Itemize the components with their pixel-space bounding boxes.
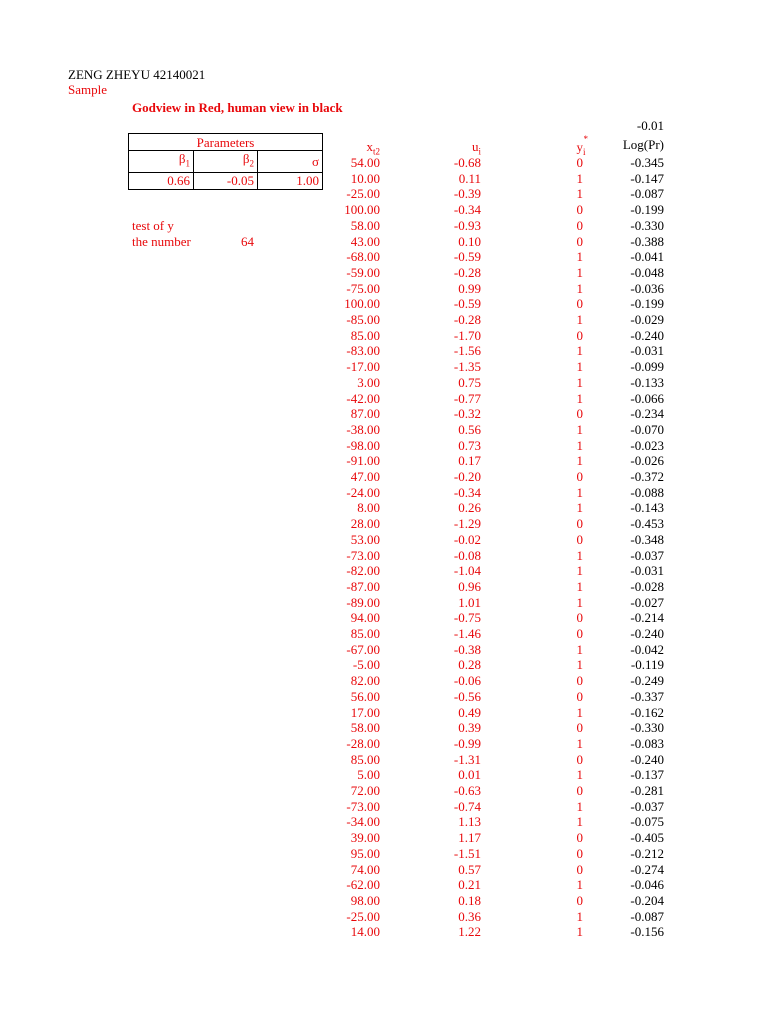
cell-logpr[interactable]: -0.042	[630, 642, 664, 657]
cell-u[interactable]: -0.06	[453, 673, 481, 688]
cell-y[interactable]: 1	[576, 249, 583, 264]
cell-logpr[interactable]: -0.240	[630, 752, 664, 767]
cell-y[interactable]: 0	[576, 720, 583, 735]
cell-y[interactable]: 1	[576, 265, 583, 280]
cell-logpr[interactable]: -0.147	[630, 171, 664, 186]
cell-x[interactable]: 8.00	[357, 500, 380, 515]
cell-x[interactable]: 74.00	[350, 862, 380, 877]
cell-u[interactable]: -0.34	[453, 202, 481, 217]
cell-logpr[interactable]: -0.023	[630, 438, 664, 453]
cell-logpr[interactable]: -0.388	[630, 234, 664, 249]
cell-u[interactable]: -1.35	[453, 359, 481, 374]
cell-y[interactable]: 1	[576, 391, 583, 406]
cell-x[interactable]: 56.00	[350, 689, 380, 704]
cell-u[interactable]: -1.70	[453, 328, 481, 343]
cell-y[interactable]: 0	[576, 218, 583, 233]
cell-y[interactable]: 1	[576, 422, 583, 437]
cell-y[interactable]: 1	[576, 595, 583, 610]
cell-u[interactable]: 1.01	[458, 595, 481, 610]
cell-y[interactable]: 0	[576, 830, 583, 845]
cell-logpr[interactable]: -0.204	[630, 893, 664, 908]
cell-u[interactable]: 0.99	[458, 281, 481, 296]
cell-logpr[interactable]: -0.348	[630, 532, 664, 547]
sheet-label: Sample	[68, 82, 107, 97]
cell-y[interactable]: 0	[576, 202, 583, 217]
cell-x[interactable]: 17.00	[350, 705, 380, 720]
cell-y[interactable]: 0	[576, 689, 583, 704]
cell-x[interactable]: 28.00	[350, 516, 380, 531]
header-y: $y_i^*$	[576, 134, 588, 157]
cell-logpr[interactable]: -0.274	[630, 862, 664, 877]
header-x: $x_{t2}$	[366, 139, 380, 157]
cell-y[interactable]: 1	[576, 312, 583, 327]
cell-x[interactable]: 85.00	[350, 752, 380, 767]
cell-u[interactable]: -1.46	[453, 626, 481, 641]
cell-logpr[interactable]: -0.036	[630, 281, 664, 296]
cell-logpr[interactable]: -0.240	[630, 328, 664, 343]
cell-u[interactable]: 0.18	[458, 893, 481, 908]
cell-y[interactable]: 0	[576, 610, 583, 625]
cell-y[interactable]: 0	[576, 469, 583, 484]
cell-y[interactable]: 0	[576, 752, 583, 767]
cell-x[interactable]: 43.00	[350, 234, 380, 249]
cell-u[interactable]: -0.28	[453, 265, 481, 280]
cell-y[interactable]: 1	[576, 924, 583, 939]
cell-x[interactable]: 85.00	[350, 626, 380, 641]
cell-y[interactable]: 0	[576, 406, 583, 421]
cell-u[interactable]: -0.34	[453, 485, 481, 500]
cell-y[interactable]: 1	[576, 799, 583, 814]
cell-u[interactable]: 0.73	[458, 438, 481, 453]
cell-y[interactable]: 0	[576, 783, 583, 798]
cell-y[interactable]: 1	[576, 642, 583, 657]
cell-logpr[interactable]: -0.156	[630, 924, 664, 939]
cell-x[interactable]: -62.00	[346, 877, 380, 892]
cell-y[interactable]: 1	[576, 186, 583, 201]
cell-y[interactable]: 1	[576, 548, 583, 563]
cell-u[interactable]: 0.26	[458, 500, 481, 515]
cell-y[interactable]: 0	[576, 234, 583, 249]
cell-u[interactable]: -0.20	[453, 469, 481, 484]
cell-y[interactable]: 0	[576, 155, 583, 170]
cell-x[interactable]: -73.00	[346, 548, 380, 563]
cell-u[interactable]: -0.59	[453, 249, 481, 264]
sigma-symbol: σ	[258, 151, 323, 173]
cell-y[interactable]: 1	[576, 453, 583, 468]
cell-y[interactable]: 1	[576, 500, 583, 515]
cell-y[interactable]: 1	[576, 877, 583, 892]
cell-x[interactable]: 58.00	[350, 720, 380, 735]
cell-u[interactable]: -1.56	[453, 343, 481, 358]
cell-logpr[interactable]: -0.099	[630, 359, 664, 374]
cell-u[interactable]: -0.74	[453, 799, 481, 814]
cell-y[interactable]: 1	[576, 359, 583, 374]
cell-y[interactable]: 1	[576, 579, 583, 594]
cell-logpr[interactable]: -0.083	[630, 736, 664, 751]
cell-u[interactable]: -0.75	[453, 610, 481, 625]
cell-logpr[interactable]: -0.214	[630, 610, 664, 625]
cell-y[interactable]: 0	[576, 626, 583, 641]
cell-logpr[interactable]: -0.088	[630, 485, 664, 500]
cell-logpr[interactable]: -0.133	[630, 375, 664, 390]
test-label: test of y	[132, 218, 174, 233]
cell-logpr[interactable]: -0.137	[630, 767, 664, 782]
cell-y[interactable]: 1	[576, 171, 583, 186]
cell-u[interactable]: 0.96	[458, 579, 481, 594]
cell-u[interactable]: -1.31	[453, 752, 481, 767]
cell-x[interactable]: 5.00	[357, 767, 380, 782]
cell-x[interactable]: -89.00	[346, 595, 380, 610]
cell-logpr[interactable]: -0.143	[630, 500, 664, 515]
cell-u[interactable]: -0.38	[453, 642, 481, 657]
cell-x[interactable]: 53.00	[350, 532, 380, 547]
cell-logpr[interactable]: -0.028	[630, 579, 664, 594]
cell-x[interactable]: -24.00	[346, 485, 380, 500]
cell-logpr[interactable]: -0.240	[630, 626, 664, 641]
beta2-symbol: $\beta_2$	[194, 151, 258, 173]
cell-x[interactable]: 87.00	[350, 406, 380, 421]
cell-logpr[interactable]: -0.087	[630, 186, 664, 201]
cell-y[interactable]: 0	[576, 328, 583, 343]
cell-logpr[interactable]: -0.070	[630, 422, 664, 437]
cell-u[interactable]: -0.02	[453, 532, 481, 547]
cell-u[interactable]: 0.28	[458, 657, 481, 672]
cell-u[interactable]: 0.75	[458, 375, 481, 390]
cell-x[interactable]: -83.00	[346, 343, 380, 358]
cell-y[interactable]: 1	[576, 485, 583, 500]
cell-logpr[interactable]: -0.199	[630, 202, 664, 217]
cell-u[interactable]: 1.13	[458, 814, 481, 829]
cell-x[interactable]: 47.00	[350, 469, 380, 484]
cell-logpr[interactable]: -0.037	[630, 548, 664, 563]
sigma-value[interactable]: 1.00	[258, 172, 323, 189]
cell-u[interactable]: -0.93	[453, 218, 481, 233]
cell-u[interactable]: 0.36	[458, 909, 481, 924]
cell-x[interactable]: -91.00	[346, 453, 380, 468]
cell-logpr[interactable]: -0.031	[630, 563, 664, 578]
cell-y[interactable]: 0	[576, 893, 583, 908]
beta1-symbol: $\beta_1$	[129, 151, 194, 173]
cell-u[interactable]: 0.17	[458, 453, 481, 468]
cell-x[interactable]: 39.00	[350, 830, 380, 845]
cell-x[interactable]: 3.00	[357, 375, 380, 390]
cell-x[interactable]: -5.00	[352, 657, 380, 672]
cell-logpr[interactable]: -0.330	[630, 218, 664, 233]
cell-y[interactable]: 0	[576, 296, 583, 311]
cell-y[interactable]: 1	[576, 705, 583, 720]
cell-x[interactable]: -59.00	[346, 265, 380, 280]
cell-logpr[interactable]: -0.029	[630, 312, 664, 327]
cell-x[interactable]: -98.00	[346, 438, 380, 453]
cell-x[interactable]: 54.00	[350, 155, 380, 170]
cell-x[interactable]: 100.00	[344, 296, 380, 311]
cell-u[interactable]: 0.21	[458, 877, 481, 892]
cell-y[interactable]: 0	[576, 673, 583, 688]
cell-x[interactable]: 82.00	[350, 673, 380, 688]
cell-logpr[interactable]: -0.372	[630, 469, 664, 484]
cell-logpr[interactable]: -0.026	[630, 453, 664, 468]
cell-logpr[interactable]: -0.212	[630, 846, 664, 861]
cell-u[interactable]: -0.08	[453, 548, 481, 563]
parameters-table	[128, 133, 323, 190]
cell-x[interactable]: 85.00	[350, 328, 380, 343]
cell-logpr[interactable]: -0.037	[630, 799, 664, 814]
cell-logpr[interactable]: -0.087	[630, 909, 664, 924]
cell-u[interactable]: -0.56	[453, 689, 481, 704]
parameters-title: Parameters	[129, 134, 323, 151]
cell-x[interactable]: 10.00	[350, 171, 380, 186]
cell-u[interactable]: -1.51	[453, 846, 481, 861]
cell-y[interactable]: 1	[576, 343, 583, 358]
cell-u[interactable]: -0.28	[453, 312, 481, 327]
cell-logpr[interactable]: -0.337	[630, 689, 664, 704]
cell-x[interactable]: -34.00	[346, 814, 380, 829]
cell-y[interactable]: 1	[576, 767, 583, 782]
header-logpr: Log(Pr)	[622, 137, 664, 152]
cell-u[interactable]: -1.29	[453, 516, 481, 531]
cell-x[interactable]: 94.00	[350, 610, 380, 625]
cell-u[interactable]: -0.68	[453, 155, 481, 170]
cell-u[interactable]: -0.63	[453, 783, 481, 798]
cell-y[interactable]: 0	[576, 532, 583, 547]
cell-logpr[interactable]: -0.046	[630, 877, 664, 892]
number-value: 64	[241, 234, 254, 249]
cell-x[interactable]: -87.00	[346, 579, 380, 594]
cell-x[interactable]: -17.00	[346, 359, 380, 374]
cell-x[interactable]: -75.00	[346, 281, 380, 296]
cell-u[interactable]: -0.32	[453, 406, 481, 421]
cell-logpr[interactable]: -0.249	[630, 673, 664, 688]
cell-u[interactable]: 0.10	[458, 234, 481, 249]
cell-x[interactable]: -67.00	[346, 642, 380, 657]
cell-y[interactable]: 0	[576, 846, 583, 861]
cell-y[interactable]: 1	[576, 375, 583, 390]
cell-logpr[interactable]: -0.162	[630, 705, 664, 720]
cell-logpr[interactable]: -0.027	[630, 595, 664, 610]
cell-x[interactable]: -82.00	[346, 563, 380, 578]
cell-u[interactable]: 1.22	[458, 924, 481, 939]
cell-u[interactable]: -0.77	[453, 391, 481, 406]
cell-u[interactable]: 0.39	[458, 720, 481, 735]
cell-logpr[interactable]: -0.031	[630, 343, 664, 358]
cell-logpr[interactable]: -0.048	[630, 265, 664, 280]
cell-logpr[interactable]: -0.075	[630, 814, 664, 829]
top-value: -0.01	[636, 118, 664, 133]
cell-x[interactable]: -25.00	[346, 909, 380, 924]
cell-logpr[interactable]: -0.041	[630, 249, 664, 264]
cell-logpr[interactable]: -0.281	[630, 783, 664, 798]
subtitle: Godview in Red, human view in black	[132, 100, 343, 115]
cell-logpr[interactable]: -0.066	[630, 391, 664, 406]
cell-u[interactable]: 0.11	[458, 171, 481, 186]
cell-x[interactable]: 100.00	[344, 202, 380, 217]
cell-u[interactable]: 1.17	[458, 830, 481, 845]
cell-u[interactable]: 0.49	[458, 705, 481, 720]
cell-logpr[interactable]: -0.453	[630, 516, 664, 531]
cell-y[interactable]: 1	[576, 281, 583, 296]
cell-x[interactable]: 58.00	[350, 218, 380, 233]
cell-x[interactable]: -42.00	[346, 391, 380, 406]
cell-logpr[interactable]: -0.119	[630, 657, 664, 672]
cell-u[interactable]: 0.57	[458, 862, 481, 877]
beta2-value[interactable]: -0.05	[194, 172, 258, 189]
cell-y[interactable]: 1	[576, 814, 583, 829]
cell-u[interactable]: -0.99	[453, 736, 481, 751]
cell-logpr[interactable]: -0.234	[630, 406, 664, 421]
cell-u[interactable]: -0.59	[453, 296, 481, 311]
header-u: $u_i$	[471, 139, 481, 157]
cell-u[interactable]: 0.56	[458, 422, 481, 437]
cell-x[interactable]: 95.00	[350, 846, 380, 861]
cell-y[interactable]: 0	[576, 516, 583, 531]
cell-x[interactable]: -28.00	[346, 736, 380, 751]
cell-x[interactable]: -85.00	[346, 312, 380, 327]
cell-x[interactable]: -73.00	[346, 799, 380, 814]
cell-x[interactable]: -68.00	[346, 249, 380, 264]
cell-y[interactable]: 0	[576, 862, 583, 877]
cell-x[interactable]: 98.00	[350, 893, 380, 908]
cell-logpr[interactable]: -0.345	[630, 155, 664, 170]
cell-y[interactable]: 1	[576, 909, 583, 924]
cell-y[interactable]: 1	[576, 438, 583, 453]
cell-u[interactable]: -1.04	[453, 563, 481, 578]
author-line: ZENG ZHEYU 42140021	[68, 67, 206, 82]
cell-u[interactable]: -0.39	[453, 186, 481, 201]
cell-u[interactable]: 0.01	[458, 767, 481, 782]
cell-y[interactable]: 1	[576, 657, 583, 672]
cell-x[interactable]: -38.00	[346, 422, 380, 437]
cell-x[interactable]: 14.00	[350, 924, 380, 939]
beta1-value[interactable]: 0.66	[129, 172, 194, 189]
cell-x[interactable]: 72.00	[350, 783, 380, 798]
cell-logpr[interactable]: -0.405	[630, 830, 664, 845]
number-label: the number	[132, 234, 191, 249]
cell-logpr[interactable]: -0.199	[630, 296, 664, 311]
cell-y[interactable]: 1	[576, 563, 583, 578]
cell-y[interactable]: 1	[576, 736, 583, 751]
cell-logpr[interactable]: -0.330	[630, 720, 664, 735]
cell-x[interactable]: -25.00	[346, 186, 380, 201]
